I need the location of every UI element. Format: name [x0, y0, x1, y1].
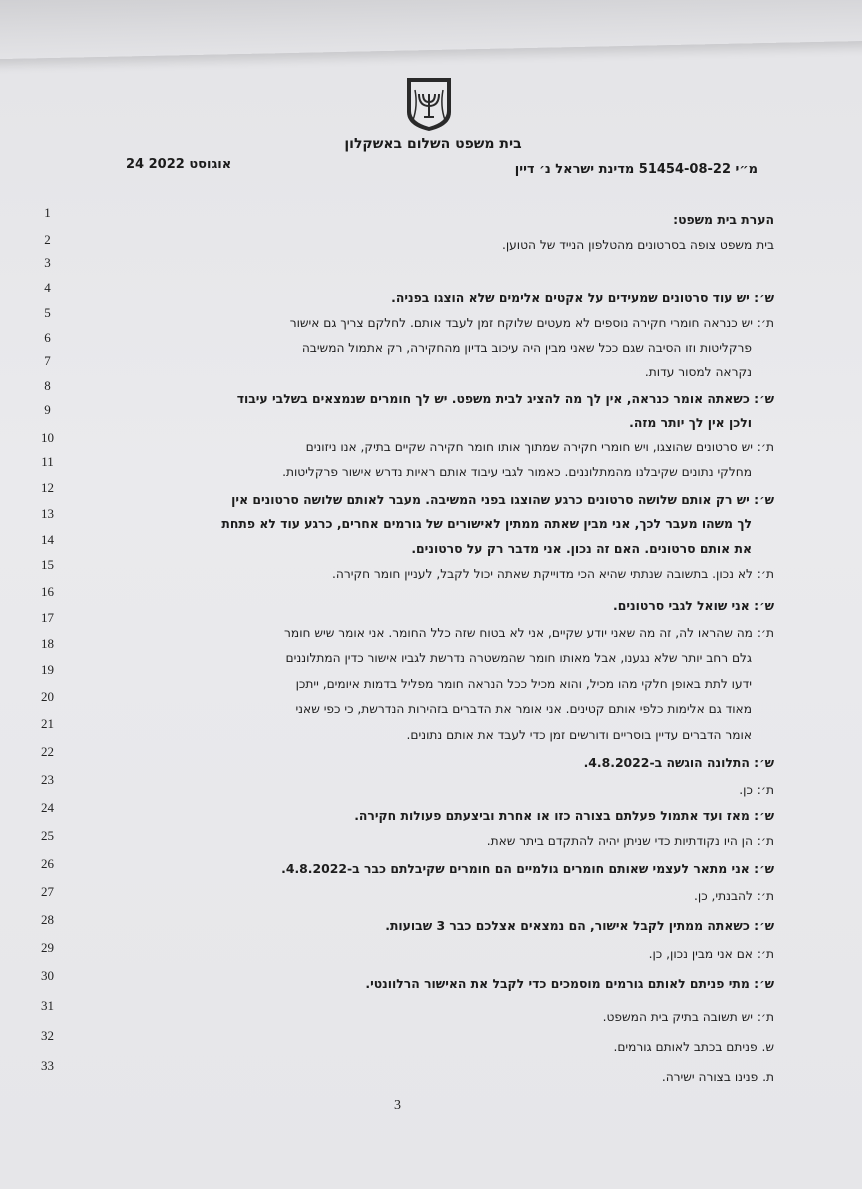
line-number: 12: [41, 480, 54, 495]
question-line: ש׳: יש רק אותם שלושה סרטונים כרגע שהוצגו בפני המשיבה. מעבר לאותם שלושה סרטונים אין: [231, 492, 774, 507]
line-number: 4: [44, 280, 51, 295]
answer-line: ת׳: כן.: [739, 783, 774, 797]
line-number: 33: [41, 1058, 54, 1073]
line-number: 5: [44, 305, 51, 320]
line-number: 29: [41, 940, 54, 955]
question-line: ש׳: מאז ועד אתמול פעלתם בצורה כזו או אחרת וביצעתם פעולות חקירה.: [354, 808, 774, 823]
case-number-line: מ״י 51454-08-22 מדינת ישראל נ׳ דיין: [514, 162, 758, 177]
line-number: 9: [44, 402, 51, 417]
line-number: 20: [41, 689, 54, 704]
answer-line: ת׳: יש כנראה חומרי חקירה נוספים לא מעטים שלוקח זמן לעבד אותם. לחלקם צריך גם אישור: [289, 316, 774, 330]
answer-line: ת׳: להבנתי, כן.: [694, 889, 774, 903]
answer-line: מאוד גם אלימות כלפי אותם קטינים. אני אומר את הדברים בזהירות הנדרשת, כי כפי שאני: [295, 702, 752, 716]
line-number: 18: [41, 636, 54, 651]
answer-line: בית משפט צופה בסרטונים מהטלפון הנייד של הטוען.: [501, 238, 774, 252]
line-number: 31: [41, 998, 54, 1013]
line-number: 22: [41, 744, 54, 759]
question-line: ש׳: מתי פניתם לאותם גורמים מוסמכים כדי לקבל את האישור הרלוונטי.: [365, 976, 774, 991]
line-number: 3: [44, 255, 51, 270]
answer-line: גלם רחב יותר שלא נגענו, אבל מאותו חומר שהמשטרה נדרשת לגביו אישור כדין המתלוננים: [285, 651, 752, 665]
line-number: 11: [41, 454, 54, 469]
line-number: 15: [41, 557, 54, 572]
line-number: 8: [44, 378, 51, 393]
line-number: 28: [41, 912, 54, 927]
line-number: 16: [41, 584, 54, 599]
line-number: 27: [41, 884, 54, 899]
line-number: 30: [41, 968, 54, 983]
answer-line: נקראה למסור עדות.: [644, 365, 752, 379]
question-line: ש׳: כשאתה אומר כנראה, אין לך מה להציג לבית משפט. יש לך חומרים שנמצאים בשלבי עיבוד: [236, 391, 774, 406]
question-line: ולכן אין לך יותר מזה.: [629, 415, 752, 430]
answer-line: ת׳: הן היו נקודתיות כדי שניתן יהיה להתקדם ביתר שאת.: [486, 834, 774, 848]
question-line: ש׳: יש עוד סרטונים שמעידים על אקטים אלימים שלא הוצגו בפניה.: [391, 290, 774, 305]
line-number: 26: [41, 856, 54, 871]
question-line: ש׳: כשאתה ממתין לקבל אישור, הם נמצאים אצלכם כבר 3 שבועות.: [385, 918, 774, 933]
line-number: 24: [41, 800, 54, 815]
answer-line: ת׳: יש סרטונים שהוצגו, ויש חומרי חקירה שמתוך אותו חומר חקירה שקיים בתיק, אנו ניזונים: [305, 440, 774, 454]
question-line: הערת בית משפט:: [673, 212, 774, 227]
answer-line: ת׳: יש תשובה בתיק בית המשפט.: [602, 1010, 774, 1024]
line-number: 19: [41, 662, 54, 677]
line-number: 10: [41, 430, 54, 445]
question-line: ש׳: אני שואל לגבי סרטונים.: [613, 598, 774, 613]
answer-line: ש. פניתם בכתב לאותם גורמים.: [613, 1040, 774, 1054]
answer-line: ת. פנינו בצורה ישירה.: [661, 1070, 774, 1084]
court-name: בית משפט השלום באשקלון: [344, 136, 522, 152]
answer-line: אומר הדברים עדיין בוסריים ודורשים זמן כדי לעבד את אותם נתונים.: [406, 728, 752, 742]
line-number: 23: [41, 772, 54, 787]
line-number: 1: [44, 205, 51, 220]
line-number: 17: [41, 610, 54, 625]
line-number: 14: [41, 532, 54, 547]
line-number: 21: [41, 716, 54, 731]
answer-line: ת׳: אם אני מבין נכון, כן.: [648, 947, 774, 961]
answer-line: ת׳: לא נכון. בתשובה שנתתי שהיא הכי מדוייקת שאתה יכול לקבל, לעניין חומר חקירה.: [332, 567, 774, 581]
answer-line: פרקליטות וזו הסיבה שגם ככל שאני מבין היה עיכוב בדיון מהחקירה, רק אתמול המשיבה: [301, 341, 752, 355]
answer-line: מחלקי נתונים שקיבלנו מהמתלוננים. כאמור לגבי עיבוד אותם ראיות נדרש אישור פרקליטות.: [282, 465, 752, 479]
question-line: ש׳: התלונה הוגשה ב-4.8.2022.: [583, 755, 774, 770]
line-number: 13: [41, 506, 54, 521]
page-number: 3: [394, 1098, 401, 1113]
state-emblem-icon: [404, 76, 454, 132]
line-number: 7: [44, 353, 51, 368]
line-number: 6: [44, 330, 51, 345]
paper-fold: [0, 0, 862, 59]
question-line: לך משהו מעבר לכך, אני מבין שאתה ממתין לאישורים של גורמים אחרים, כרגע עוד לא פתחת: [221, 516, 752, 531]
hearing-date: 24 אוגוסט 2022: [126, 157, 232, 172]
line-number: 2: [44, 232, 51, 247]
answer-line: ידעו לתת באופן חלקי מהו מכיל, והוא מכיל ככל הנראה חומר מפליל בדמות איומים, ייתכן: [295, 677, 752, 691]
line-number: 32: [41, 1028, 54, 1043]
question-line: את אותם סרטונים. האם זה נכון. אני מדבר רק על סרטונים.: [411, 541, 752, 556]
question-line: ש׳: אני מתאר לעצמי שאותם חומרים גולמיים הם חומרים שקיבלתם כבר ב-4.8.2022.: [281, 861, 774, 876]
line-number: 25: [41, 828, 54, 843]
answer-line: ת׳: מה שהראו לה, זה מה שאני יודע שקיים, אני לא בטוח שזה כלל החומר. אני אומר שיש חומר: [284, 626, 774, 640]
